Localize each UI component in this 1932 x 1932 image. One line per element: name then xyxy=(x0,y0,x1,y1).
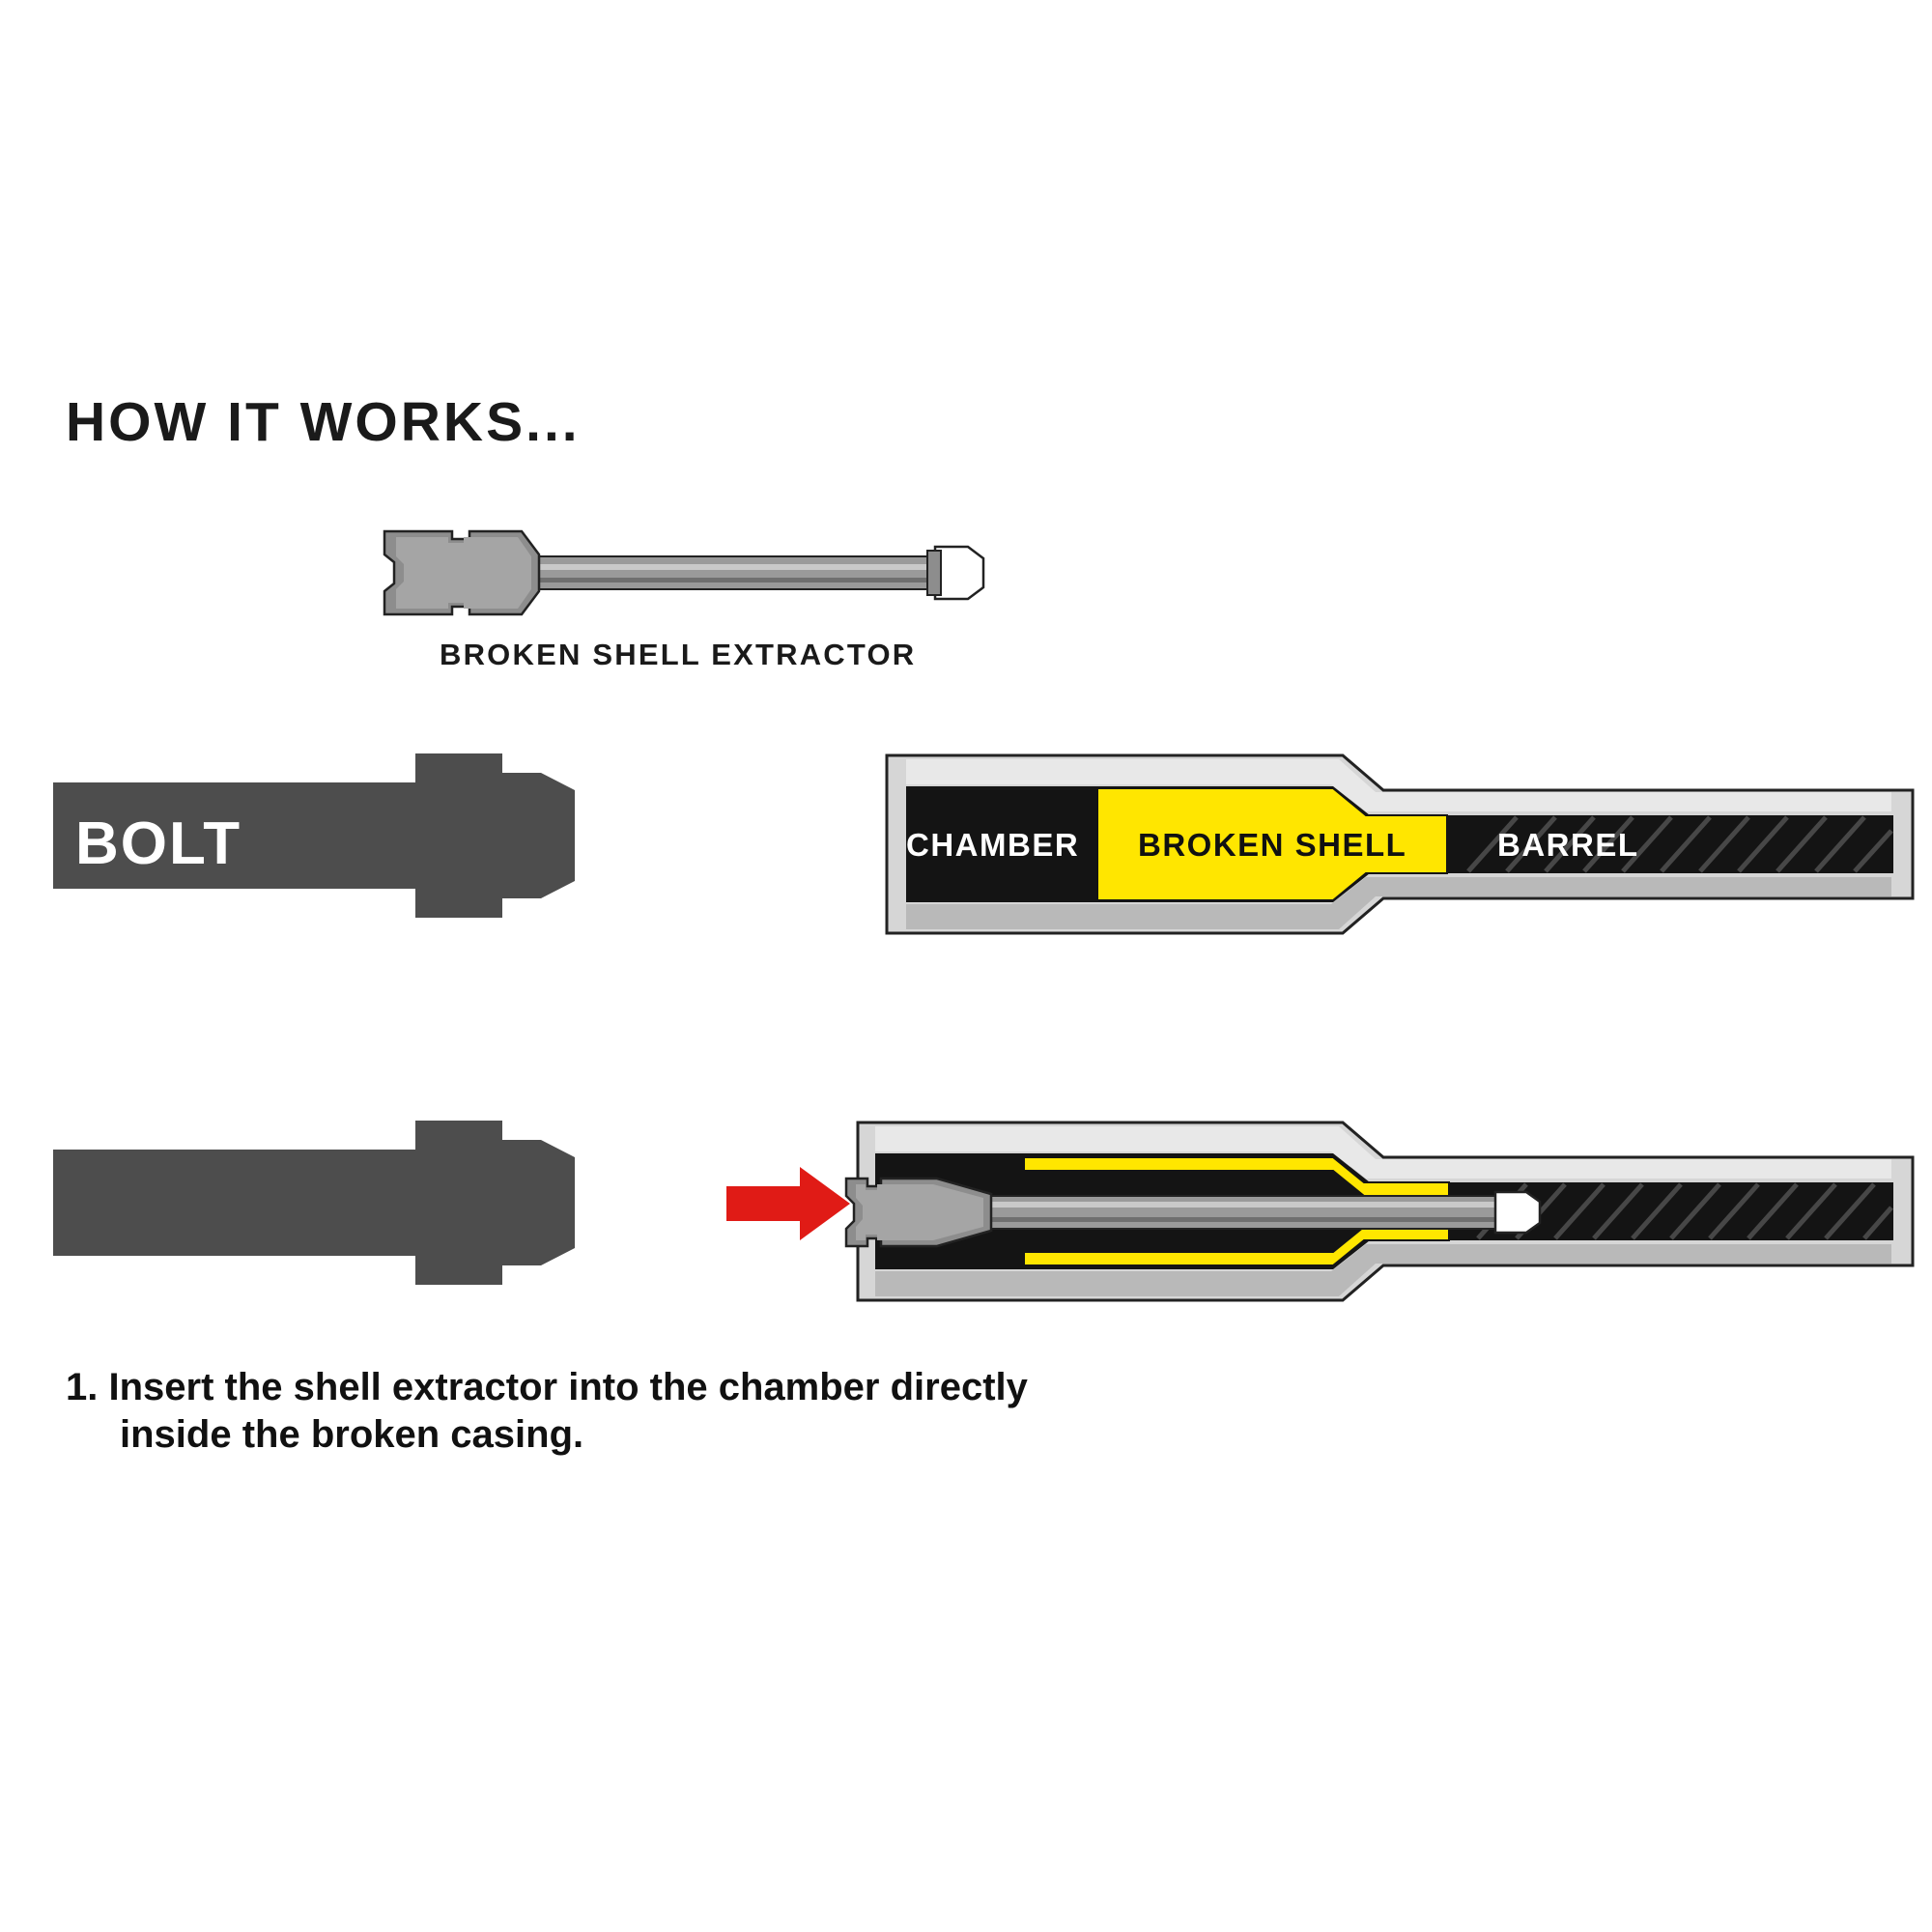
step-line-2: inside the broken casing. xyxy=(120,1412,584,1456)
chamber-label: CHAMBER xyxy=(906,827,1080,863)
extractor-caption: BROKEN SHELL EXTRACTOR xyxy=(440,638,917,671)
broken-shell-extractor-figure xyxy=(377,522,1111,628)
barrel-label: BARREL xyxy=(1497,827,1639,863)
instruction-step-1 xyxy=(66,1364,1341,1459)
step-line-1: Insert the shell extractor into the chamber directly xyxy=(108,1366,1028,1408)
broken-shell-label: BROKEN SHELL xyxy=(1138,827,1407,863)
row3-figure xyxy=(0,1111,1932,1333)
insertion-arrow-icon xyxy=(726,1167,850,1240)
page-title: HOW IT WORKS... xyxy=(66,391,581,453)
chamber-barrel-assembly-row3 xyxy=(846,1122,1913,1300)
step-number: 1. xyxy=(66,1366,99,1408)
bolt-label-row2: BOLT xyxy=(75,810,242,877)
bolt-block-row3 xyxy=(53,1121,575,1285)
